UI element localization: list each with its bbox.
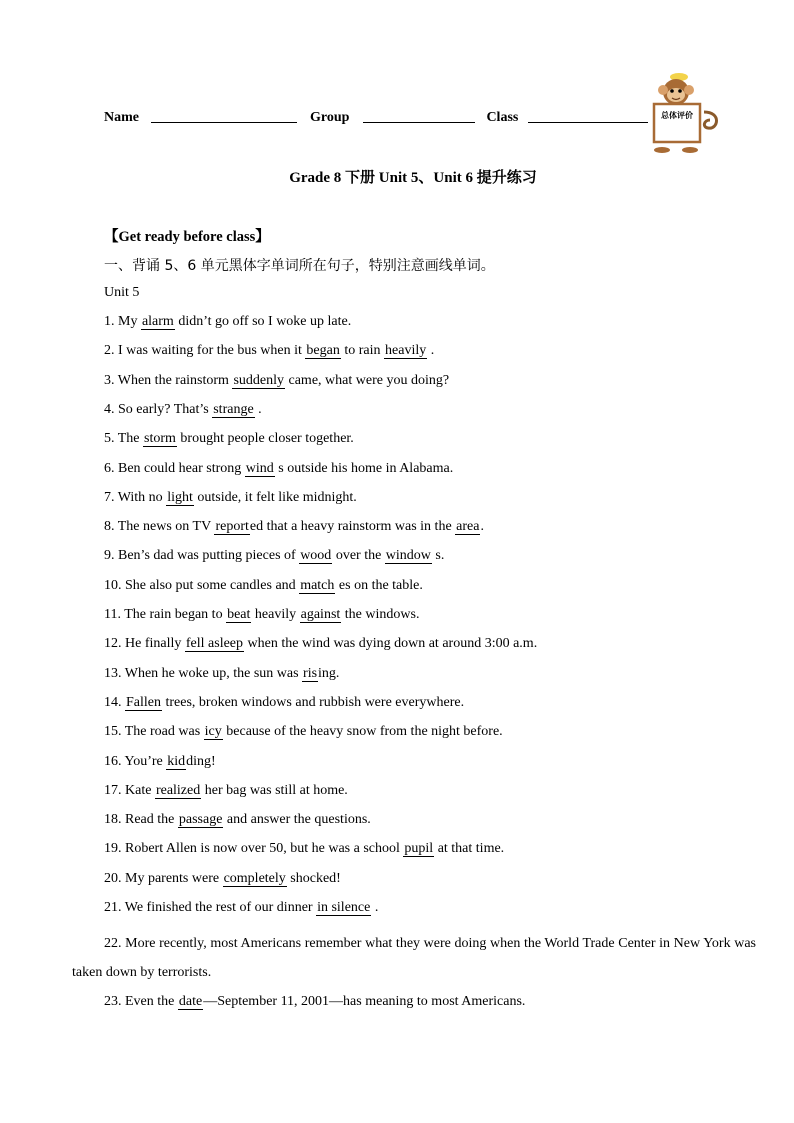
underlined-word: against <box>300 607 341 622</box>
sentence-text: came, what were you doing? <box>285 372 450 388</box>
sentence-line <box>104 402 262 418</box>
underlined-word: in silence <box>317 900 371 915</box>
sentence-text: . <box>427 343 435 359</box>
underlined-word: Fallen <box>126 694 161 710</box>
underlined-word: passage <box>178 812 223 828</box>
sentence-text: s outside his home in Alabama. <box>274 460 454 476</box>
header-row <box>104 108 648 126</box>
sentence-text: 8. The news on TV <box>104 519 215 535</box>
sentence-line <box>104 841 504 857</box>
sentence-text: 12. He finally <box>104 636 185 652</box>
underlined-word: light <box>167 489 193 505</box>
sentence-text: heavily <box>251 607 300 622</box>
sentence-line <box>104 783 348 799</box>
underlined-word: strange <box>213 401 254 417</box>
underlined-word: suddenly <box>233 372 284 388</box>
unit-label: Unit 5 <box>104 285 140 300</box>
sentence-line <box>104 900 378 916</box>
group-field[interactable] <box>363 108 475 123</box>
sentence-text: 21. We finished the rest of our dinner <box>104 900 317 915</box>
sentence-text: 5. The <box>104 431 144 447</box>
sentence-text: her bag was still at home. <box>201 782 348 798</box>
sentence-text: 9. Ben’s dad was putting pieces of <box>104 548 300 564</box>
underlined-word: fell asleep <box>185 636 244 652</box>
sentence-line <box>104 636 537 652</box>
underlined-word: heavily <box>385 343 427 359</box>
sentence-line <box>104 548 444 564</box>
sentence-text: 18. Read the <box>104 812 178 828</box>
sentence-text: ding! <box>186 753 216 769</box>
underlined-word: began <box>306 343 340 359</box>
sentence-line <box>104 666 339 682</box>
sentence-line <box>104 724 503 740</box>
underlined-word: report <box>215 519 249 535</box>
underlined-word: match <box>300 577 335 593</box>
sentence-line <box>72 929 756 987</box>
sentence-line <box>104 695 464 711</box>
sentence-text: 23. Even the <box>104 994 178 1009</box>
sentence-text: . <box>480 519 484 535</box>
underlined-word: wind <box>245 460 274 476</box>
underlined-word: storm <box>144 431 176 447</box>
sentence-text: when the wind was dying down at around 3:00 a.m. <box>244 636 538 652</box>
sentence-line <box>104 578 423 594</box>
monkey-evaluation-badge <box>646 72 720 154</box>
page-title: Grade 8 下册 Unit 5、Unit 6 提升练习 <box>289 170 537 186</box>
sentence-text: es on the table. <box>335 577 423 593</box>
badge-text: 总体评价 <box>661 111 693 120</box>
sentence-line <box>104 461 453 477</box>
sentence-line <box>104 607 419 623</box>
name-label: Name <box>104 110 139 125</box>
section-instruction: 一、背诵 5、6 单元黑体字单词所在句子，特别注意画线单词。 <box>104 258 495 274</box>
group-label: Group <box>310 110 350 125</box>
name-field[interactable] <box>151 108 297 123</box>
sentence-line <box>72 987 756 1016</box>
sentence-text: shocked! <box>286 870 341 886</box>
sentence-text: 10. She also put some candles and <box>104 577 300 593</box>
sentence-text: ing. <box>318 665 340 681</box>
section-heading: 【Get ready before class】 <box>104 229 270 245</box>
sentence-text: 17. Kate <box>104 782 155 798</box>
sentence-line <box>104 314 351 330</box>
sentence-text: the windows. <box>341 607 420 622</box>
sentence-line <box>104 490 357 506</box>
sentence-line <box>104 871 341 887</box>
sentence-text: 1. My <box>104 314 141 329</box>
underlined-word: realized <box>155 782 201 798</box>
underlined-word: beat <box>227 607 251 622</box>
sentence-text: over the <box>332 548 385 564</box>
sentence-text: outside, it felt like midnight. <box>193 489 357 505</box>
underlined-word: kid <box>167 753 186 769</box>
underlined-word: icy <box>204 724 222 740</box>
sentence-text: —September 11, 2001—has meaning to most Americans. <box>203 994 526 1009</box>
sentence-text: 3. When the rainstorm <box>104 372 233 388</box>
sentence-line <box>104 373 449 389</box>
sentence-text: 15. The road was <box>104 724 204 740</box>
sentence-text: . <box>254 401 262 417</box>
sentence-text: 14. <box>104 694 125 710</box>
sentence-line <box>104 519 484 535</box>
underlined-word: wood <box>300 548 332 564</box>
sentence-line <box>104 812 371 828</box>
underlined-word: alarm <box>141 314 174 329</box>
class-label: Class <box>486 110 519 125</box>
sentence-line <box>104 754 216 770</box>
sentence-text: 20. My parents were <box>104 870 223 886</box>
sentence-text: 11. The rain began to <box>104 607 227 622</box>
sentence-text: 7. With no <box>104 489 167 505</box>
underlined-word: ris <box>303 665 318 681</box>
sentence-text: trees, broken windows and rubbish were everywhere. <box>162 694 465 710</box>
sentence-text: at that time. <box>434 841 505 857</box>
underlined-word: date <box>178 994 203 1009</box>
sentence-text: 19. Robert Allen is now over 50, but he was a school <box>104 841 404 857</box>
sentence-line <box>104 431 354 447</box>
sentence-text: 2. I was waiting for the bus when it <box>104 343 306 359</box>
sentence-text: s. <box>431 548 445 564</box>
underlined-word: pupil <box>404 841 434 857</box>
sentence-text: because of the heavy snow from the night before. <box>222 724 503 740</box>
sentence-text: and answer the questions. <box>223 812 371 828</box>
sentence-text: 6. Ben could hear strong <box>104 460 245 476</box>
sentence-text: didn’t go off so I woke up late. <box>174 314 352 329</box>
underlined-word: area <box>456 519 480 535</box>
sentence-line <box>104 343 434 359</box>
sentence-text: to rain <box>340 343 385 359</box>
sentence-text: brought people closer together. <box>176 431 354 447</box>
sentence-text: 4. So early? That’s <box>104 401 213 417</box>
underlined-word: completely <box>223 870 286 886</box>
underlined-word: window <box>385 548 431 564</box>
sentence-text: ed that a heavy rainstorm was in the <box>249 519 456 535</box>
sentence-text: . <box>371 900 379 915</box>
sentence-text: 16. You’re <box>104 753 167 769</box>
class-field[interactable] <box>528 108 648 123</box>
sentence-text: 13. When he woke up, the sun was <box>104 665 303 681</box>
sentence-text: 22. More recently, most Americans remember what they were doing when the World Trade Center in New York was taken down by terrorists. <box>72 936 756 980</box>
